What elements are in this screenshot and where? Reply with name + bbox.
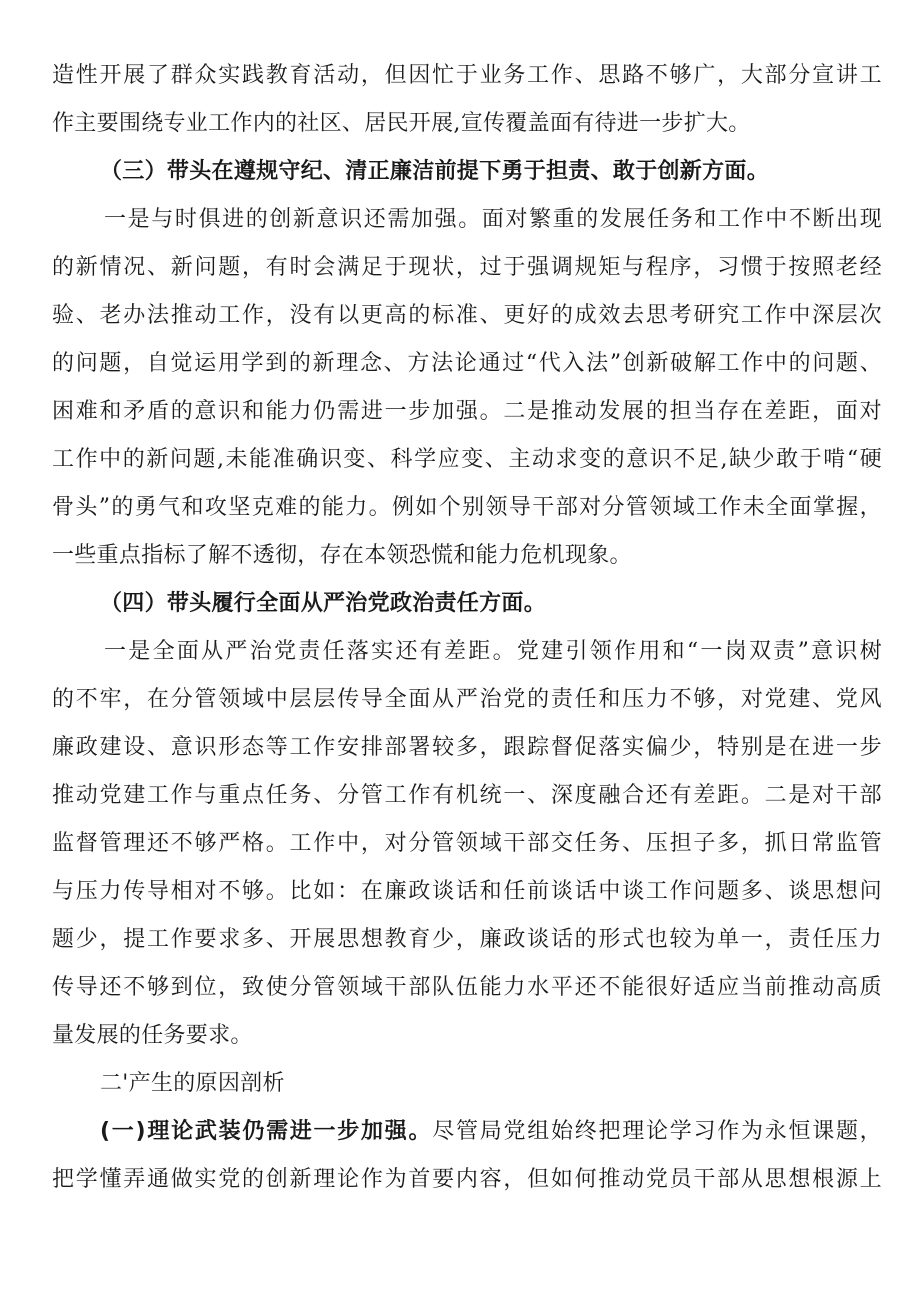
paragraph-line: 监督管理还不够严格。工作中，对分管领域干部交任务、压担子多，抓日常监管 [52,831,882,856]
paragraph-line: 与压力传导相对不够。比如：在廉政谈话和任前谈话中谈工作问题多、谈思想问 [52,879,882,904]
section-heading-3: （三）带头在遵规守纪、清正廉洁前提下勇于担责、敢于创新方面。 [100,159,770,184]
paragraph-line: 题少，提工作要求多、开展思想教育少，廉政谈话的形式也较为单一，责任压力 [52,927,882,952]
paragraph-line: 工作中的新问题,未能准确识变、科学应变、主动求变的意识不足,缺少敢于啃“硬 [52,447,882,472]
paragraph-line: 困难和矛盾的意识和能力仍需进一步加强。二是推动发展的担当存在差距，面对 [52,399,882,424]
paragraph-line: 的不牢，在分管领域中层层传导全面从严治党的责任和压力不够，对党建、党风 [52,687,882,712]
paragraph-line: 量发展的任务要求。 [52,1023,253,1048]
paragraph-line: 一是全面从严治党责任落实还有差距。党建引领作用和“一岗双责”意识树 [104,639,882,664]
paragraph-line: 廉政建设、意识形态等工作安排部署较多，跟踪督促落实偏少，特别是在进一步 [52,735,882,760]
subsection-1-lead: (一)理论武装仍需进一步加强。 [100,1119,433,1144]
paragraph-line: 把学懂弄通做实党的创新理论作为首要内容，但如何推动党员干部从思想根源上 [52,1167,882,1192]
paragraph-line: 验、老办法推动工作，没有以更高的标准、更好的成效去思考研究工作中深层次 [52,303,882,328]
paragraph-line: 的问题，自觉运用学到的新理念、方法论通过“代入法”创新破解工作中的问题、 [52,351,882,376]
paragraph-line: 传导还不够到位，致使分管领域干部队伍能力水平还不能很好适应当前推动高质 [52,975,882,1000]
paragraph-line: 一是与时俱进的创新意识还需加强。面对繁重的发展任务和工作中不断出现 [104,207,882,232]
paragraph-line: 作主要围绕专业工作内的社区、居民开展,宣传覆盖面有待进一步扩大。 [52,111,751,136]
section-heading-4: （四）带头履行全面从严治党政治责任方面。 [100,591,547,616]
section-title-2: 二'产生的原因剖析 [100,1071,285,1096]
paragraph-line: 骨头”的勇气和攻坚克难的能力。例如个别领导干部对分管领域工作未全面掌握， [52,495,882,520]
paragraph-line: 一些重点指标了解不透彻，存在本领恐慌和能力危机现象。 [52,543,632,568]
paragraph-line: 推动党建工作与重点任务、分管工作有机统一、深度融合还有差距。二是对干部 [52,783,882,808]
subsection-1-text: 尽管局党组始终把理论学习作为永恒课题， [432,1119,882,1144]
paragraph-line: 造性开展了群众实践教育活动，但因忙于业务工作、思路不够广，大部分宣讲工 [52,63,882,88]
paragraph-line: 的新情况、新问题，有时会满足于现状，过于强调规矩与程序，习惯于按照老经 [52,255,882,280]
subsection-1-first-line [100,1112,882,1152]
